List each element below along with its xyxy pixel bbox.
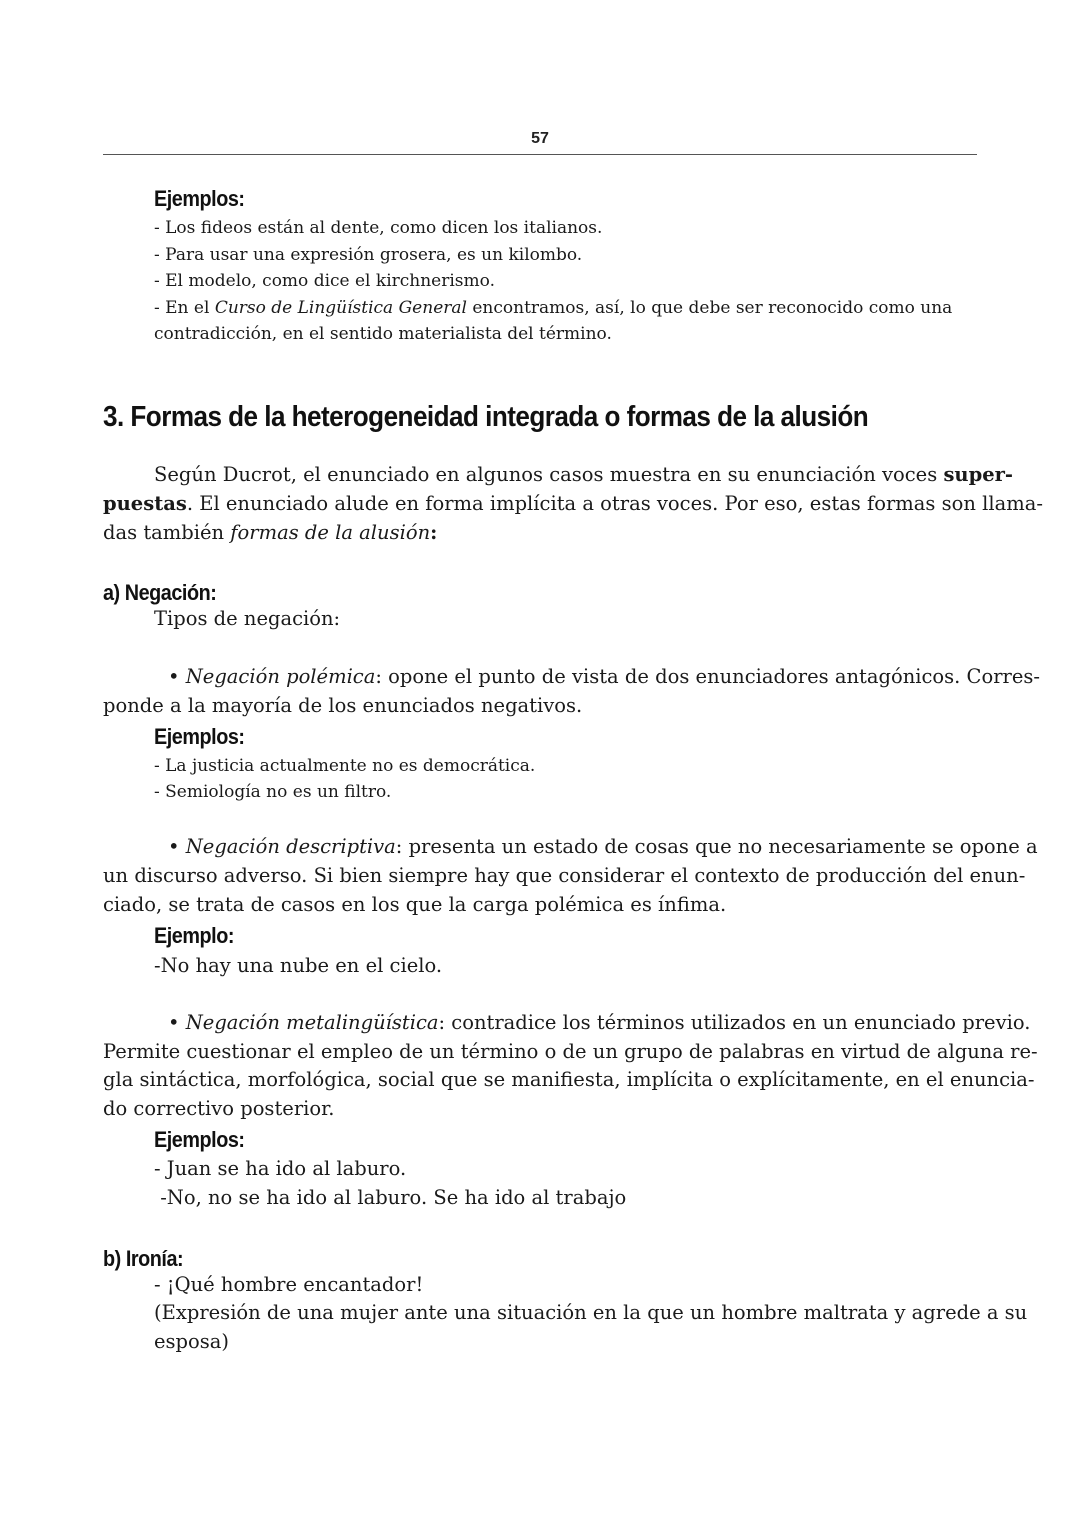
example-item: - Los fideos están al dente, como dicen los italianos. <box>154 218 603 238</box>
example-item: -No hay una nube en el cielo. <box>154 954 443 977</box>
examples-heading: Ejemplos: <box>154 1127 245 1152</box>
bullet-polemica: • Negación polémica: opone el punto de vista de dos enunciadores antagónicos. Corres- <box>168 665 1040 688</box>
example-item: - En el Curso de Lingüística General encontramos, así, lo que debe ser reconocido como una <box>154 298 953 318</box>
examples-heading: Ejemplos: <box>154 186 245 211</box>
header-rule <box>103 154 977 155</box>
bullet-metalinguistica: • Negación metalingüística: contradice los términos utilizados en un enunciado previo. <box>168 1011 1031 1034</box>
page-number: 57 <box>531 130 549 147</box>
paragraph-line: ponde a la mayoría de los enunciados negativos. <box>103 694 583 717</box>
bullet-descriptiva: • Negación descriptiva: presenta un estado de cosas que no necesariamente se opone a <box>168 835 1038 858</box>
paragraph-line: (Expresión de una mujer ante una situación en la que un hombre maltrata y agrede a su <box>154 1301 1028 1324</box>
example-item: - La justicia actualmente no es democrática. <box>154 756 536 776</box>
paragraph-line: das también formas de la alusión: <box>103 521 438 544</box>
negacion-intro: Tipos de negación: <box>154 607 341 630</box>
example-item: -No, no se ha ido al laburo. Se ha ido al trabajo <box>154 1186 627 1209</box>
examples-heading: Ejemplos: <box>154 724 245 749</box>
paragraph-line: do correctivo posterior. <box>103 1097 335 1120</box>
paragraph-line: gla sintáctica, morfológica, social que se manifiesta, implícita o explícitamente, en el enuncia- <box>103 1068 1035 1091</box>
example-item: - Para usar una expresión grosera, es un kilombo. <box>154 245 583 265</box>
example-item: - Juan se ha ido al laburo. <box>154 1157 407 1180</box>
paragraph-line: esposa) <box>154 1330 230 1353</box>
example-item: - Semiología no es un filtro. <box>154 782 392 802</box>
subsection-heading-ironia: b) Ironía: <box>103 1246 184 1271</box>
example-item: - ¡Qué hombre encantador! <box>154 1273 424 1296</box>
paragraph-line: puestas. El enunciado alude en forma implícita a otras voces. Por eso, estas formas son llama- <box>103 492 1043 515</box>
paragraph-line: Permite cuestionar el empleo de un término o de un grupo de palabras en virtud de alguna re- <box>103 1040 1038 1063</box>
example-heading: Ejemplo: <box>154 923 235 948</box>
subsection-heading-negacion: a) Negación: <box>103 580 217 605</box>
paragraph-line: Según Ducrot, el enunciado en algunos casos muestra en su enunciación voces super- <box>154 463 1014 486</box>
paragraph-line: ciado, se trata de casos en los que la carga polémica es ínfima. <box>103 893 727 916</box>
example-item: - El modelo, como dice el kirchnerismo. <box>154 271 495 291</box>
section-heading: 3. Formas de la heterogeneidad integrada o formas de la alusión <box>103 401 869 433</box>
paragraph-line: un discurso adverso. Si bien siempre hay que considerar el contexto de producción del enun- <box>103 864 1026 887</box>
example-item-continuation: contradicción, en el sentido materialista del término. <box>154 324 612 344</box>
